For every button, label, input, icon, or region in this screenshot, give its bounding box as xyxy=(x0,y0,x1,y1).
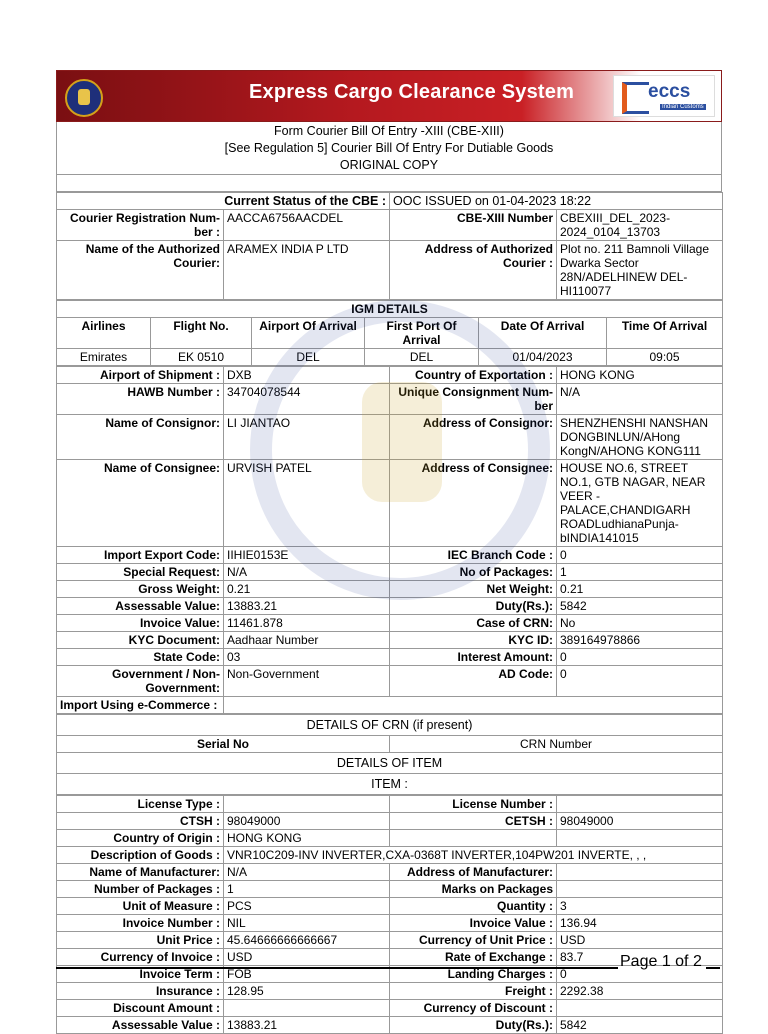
field-value: USD xyxy=(557,932,723,949)
field-label: Duty(Rs.): xyxy=(390,598,557,615)
field-row xyxy=(57,598,723,615)
field-row xyxy=(57,1000,723,1017)
crn-serial-label: Serial No xyxy=(57,736,390,753)
field-label: KYC ID: xyxy=(390,632,557,649)
item-table xyxy=(56,795,723,1034)
field-label: HAWB Number : xyxy=(57,384,224,415)
courier-name-value: ARAMEX INDIA P LTD xyxy=(224,241,390,300)
field-value: PCS xyxy=(224,898,390,915)
courier-address-label: Address of Authorized Courier : xyxy=(390,241,557,300)
igm-value: EK 0510 xyxy=(151,349,252,366)
field-value: URVISH PATEL xyxy=(224,460,390,547)
field-row xyxy=(57,384,723,415)
field-value: 0 xyxy=(557,966,723,983)
field-value: 0.21 xyxy=(557,581,723,598)
field-value: 2292.38 xyxy=(557,983,723,1000)
field-value: 34704078544 xyxy=(224,384,390,415)
ecommerce-value xyxy=(224,697,723,714)
field-value: 3 xyxy=(557,898,723,915)
igm-value: Emirates xyxy=(57,349,151,366)
field-value: 0.21 xyxy=(224,581,390,598)
field-row xyxy=(57,632,723,649)
courier-name-row xyxy=(57,241,723,300)
field-value xyxy=(557,1000,723,1017)
field-label: Invoice Term : xyxy=(57,966,224,983)
field-label: Name of Manufacturer: xyxy=(57,864,224,881)
field-value: N/A xyxy=(224,864,390,881)
field-value: 98049000 xyxy=(557,813,723,830)
field-label: Country of Exportation : xyxy=(390,367,557,384)
field-value xyxy=(557,796,723,813)
field-value: HONG KONG xyxy=(224,830,390,847)
field-value: FOB xyxy=(224,966,390,983)
field-value: USD xyxy=(224,949,390,966)
footer-rule-end xyxy=(706,967,720,969)
igm-title: IGM DETAILS xyxy=(57,301,723,318)
field-label: License Type : xyxy=(57,796,224,813)
field-value xyxy=(557,881,723,898)
field-label: Interest Amount: xyxy=(390,649,557,666)
crn-number-label: CRN Number xyxy=(390,736,723,753)
igm-value: 01/04/2023 xyxy=(479,349,607,366)
field-label xyxy=(390,830,557,847)
eccs-logo xyxy=(613,75,715,117)
description-row xyxy=(57,847,723,864)
form-line-3: ORIGINAL COPY xyxy=(339,158,439,172)
field-row xyxy=(57,415,723,460)
field-row xyxy=(57,898,723,915)
field-label: Government / Non-Government: xyxy=(57,666,224,697)
courier-name-label: Name of the Authorized Courier: xyxy=(57,241,224,300)
field-row xyxy=(57,666,723,697)
document xyxy=(56,70,722,1034)
field-value: SHENZHENSHI NANSHAN DONGBINLUN/AHong KongN/AHONG KONG111 xyxy=(557,415,723,460)
field-value: 1 xyxy=(557,564,723,581)
igm-header: Flight No. xyxy=(151,318,252,349)
field-value xyxy=(224,796,390,813)
field-label: License Number : xyxy=(390,796,557,813)
field-label: CETSH : xyxy=(390,813,557,830)
description-value: VNR10C209-INV INVERTER,CXA-0368T INVERTER,104PW201 INVERTE, , , xyxy=(224,847,723,864)
field-label: Invoice Value : xyxy=(390,915,557,932)
field-label: Assessable Value: xyxy=(57,598,224,615)
emblem-icon xyxy=(65,79,103,117)
igm-header: First Port Of Arrival xyxy=(365,318,479,349)
field-label: Name of Consignor: xyxy=(57,415,224,460)
field-value: LI JIANTAO xyxy=(224,415,390,460)
field-row xyxy=(57,932,723,949)
field-value: 98049000 xyxy=(224,813,390,830)
field-row xyxy=(57,881,723,898)
field-label: Currency of Discount : xyxy=(390,1000,557,1017)
field-row xyxy=(57,460,723,547)
field-value: HONG KONG xyxy=(557,367,723,384)
igm-value: DEL xyxy=(252,349,365,366)
field-row xyxy=(57,564,723,581)
field-label: Address of Manufacturer: xyxy=(390,864,557,881)
field-label: Quantity : xyxy=(390,898,557,915)
field-label: IEC Branch Code : xyxy=(390,547,557,564)
field-value: 0 xyxy=(557,666,723,697)
logo-mark-icon xyxy=(622,82,649,114)
field-label: Invoice Number : xyxy=(57,915,224,932)
field-value: 83.7 xyxy=(557,949,723,966)
field-label: Address of Consignor: xyxy=(390,415,557,460)
field-value: HOUSE NO.6, STREET NO.1, GTB NAGAR, NEAR VEER - PALACE,CHANDIGARH ROADLudhianaPunja-bINDIA141015 xyxy=(557,460,723,547)
field-row xyxy=(57,1017,723,1034)
courier-reg-label: Courier Registration Num-ber : xyxy=(57,210,224,241)
field-label: Gross Weight: xyxy=(57,581,224,598)
system-title: Express Cargo Clearance System xyxy=(249,81,575,103)
igm-header-row xyxy=(57,318,723,349)
field-label: State Code: xyxy=(57,649,224,666)
field-label: Assessable Value : xyxy=(57,1017,224,1034)
description-label: Description of Goods : xyxy=(57,847,224,864)
courier-reg-row xyxy=(57,210,723,241)
field-label: Import Export Code: xyxy=(57,547,224,564)
field-label: Insurance : xyxy=(57,983,224,1000)
status-row xyxy=(57,193,723,210)
field-value: N/A xyxy=(224,564,390,581)
field-label: Invoice Value: xyxy=(57,615,224,632)
field-label: Net Weight: xyxy=(390,581,557,598)
status-label: Current Status of the CBE : xyxy=(57,193,390,210)
footer-rule xyxy=(56,967,618,969)
field-row xyxy=(57,649,723,666)
field-value: Aadhaar Number xyxy=(224,632,390,649)
field-row xyxy=(57,547,723,564)
field-label: Case of CRN: xyxy=(390,615,557,632)
header-banner xyxy=(56,70,722,122)
field-row xyxy=(57,830,723,847)
field-row xyxy=(57,615,723,632)
field-value: 128.95 xyxy=(224,983,390,1000)
courier-reg-value: AACCA6756AACDEL xyxy=(224,210,390,241)
field-value: 5842 xyxy=(557,1017,723,1034)
form-title-block xyxy=(56,122,722,175)
field-value: 11461.878 xyxy=(224,615,390,632)
field-row xyxy=(57,983,723,1000)
field-label: AD Code: xyxy=(390,666,557,697)
field-row xyxy=(57,796,723,813)
courier-table xyxy=(56,192,723,300)
ecommerce-label: Import Using e-Commerce : xyxy=(57,697,224,714)
field-label: Landing Charges : xyxy=(390,966,557,983)
field-row xyxy=(57,915,723,932)
field-label: Discount Amount : xyxy=(57,1000,224,1017)
form-line-1: Form Courier Bill Of Entry -XIII (CBE-XIII) xyxy=(274,124,504,138)
igm-value: 09:05 xyxy=(607,349,723,366)
field-label: Country of Origin : xyxy=(57,830,224,847)
field-value: 45.64666666666667 xyxy=(224,932,390,949)
field-label: Number of Packages : xyxy=(57,881,224,898)
cbe-number-value: CBEXIII_DEL_2023-2024_0104_13703 xyxy=(557,210,723,241)
field-value: 0 xyxy=(557,649,723,666)
field-label: KYC Document: xyxy=(57,632,224,649)
igm-header: Date Of Arrival xyxy=(479,318,607,349)
igm-table xyxy=(56,300,723,366)
field-label: Currency of Unit Price : xyxy=(390,932,557,949)
status-value: OOC ISSUED on 01-04-2023 18:22 xyxy=(390,193,723,210)
field-row xyxy=(57,581,723,598)
field-value: 0 xyxy=(557,547,723,564)
igm-header: Airport Of Arrival xyxy=(252,318,365,349)
field-label: Freight : xyxy=(390,983,557,1000)
ecommerce-row xyxy=(57,697,723,714)
igm-value: DEL xyxy=(365,349,479,366)
crn-table xyxy=(56,714,723,795)
item-subtitle: ITEM : xyxy=(57,774,723,795)
field-label: Name of Consignee: xyxy=(57,460,224,547)
field-label: Marks on Packages xyxy=(390,881,557,898)
field-value: 13883.21 xyxy=(224,598,390,615)
field-label: Duty(Rs.): xyxy=(390,1017,557,1034)
cbe-number-label: CBE-XIII Number xyxy=(390,210,557,241)
shipment-table xyxy=(56,366,723,714)
field-value: Non-Government xyxy=(224,666,390,697)
field-value: 1 xyxy=(224,881,390,898)
field-label: Special Request: xyxy=(57,564,224,581)
field-row xyxy=(57,864,723,881)
field-value xyxy=(557,830,723,847)
field-label: Unique Consignment Num-ber xyxy=(390,384,557,415)
item-details-title: DETAILS OF ITEM xyxy=(57,753,723,774)
spacer-row xyxy=(56,175,722,192)
field-label: Currency of Invoice : xyxy=(57,949,224,966)
field-row xyxy=(57,367,723,384)
field-label: Unit of Measure : xyxy=(57,898,224,915)
field-label: Address of Consignee: xyxy=(390,460,557,547)
field-label: Rate of Exchange : xyxy=(390,949,557,966)
courier-address-value: Plot no. 211 Bamnoli Village Dwarka Sector 28N/ADELHINEW DEL-HI110077 xyxy=(557,241,723,300)
field-value xyxy=(557,864,723,881)
field-label: Airport of Shipment : xyxy=(57,367,224,384)
field-value: 13883.21 xyxy=(224,1017,390,1034)
field-label: No of Packages: xyxy=(390,564,557,581)
field-label: CTSH : xyxy=(57,813,224,830)
field-row xyxy=(57,813,723,830)
field-label: Unit Price : xyxy=(57,932,224,949)
field-value: 03 xyxy=(224,649,390,666)
field-value: N/A xyxy=(557,384,723,415)
field-value: 389164978866 xyxy=(557,632,723,649)
logo-text: eccs xyxy=(648,81,691,102)
field-value: NIL xyxy=(224,915,390,932)
field-value: 5842 xyxy=(557,598,723,615)
igm-header: Time Of Arrival xyxy=(607,318,723,349)
field-value: 136.94 xyxy=(557,915,723,932)
page-number: Page 1 of 2 xyxy=(620,953,702,970)
field-value xyxy=(224,1000,390,1017)
field-value: DXB xyxy=(224,367,390,384)
field-value: IIHIE0153E xyxy=(224,547,390,564)
form-line-2: [See Regulation 5] Courier Bill Of Entry For Dutiable Goods xyxy=(224,141,554,155)
igm-value-row xyxy=(57,349,723,366)
field-value: No xyxy=(557,615,723,632)
igm-header: Airlines xyxy=(57,318,151,349)
logo-subtext: Indian Customs xyxy=(662,104,704,110)
crn-title: DETAILS OF CRN (if present) xyxy=(57,715,723,736)
